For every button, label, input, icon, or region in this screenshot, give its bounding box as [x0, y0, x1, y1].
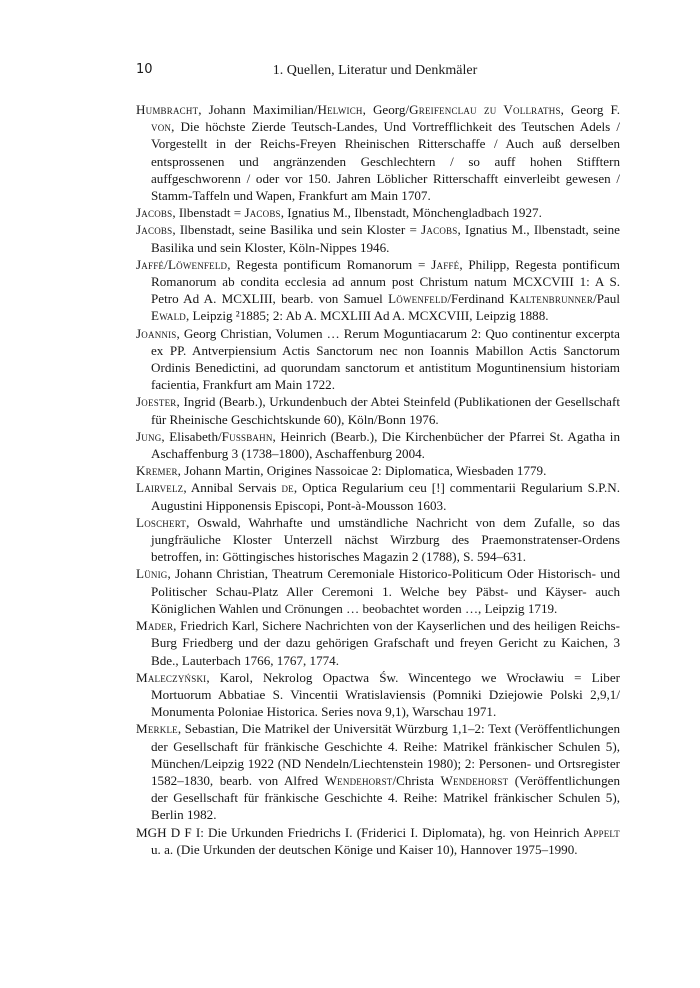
- entry-text: /Paul: [593, 291, 620, 307]
- bibliography-list: [136, 101, 620, 858]
- author-name: Löwenfeld: [388, 291, 448, 307]
- entry-text: , Heinrich (Bearb.), Die Kirchenbücher der Pfarrei St. Agatha in Aschaffenburg 3 (1738–1800), Aschaffenburg 2004.: [151, 428, 620, 462]
- entry-text: , Elisabeth/: [161, 428, 222, 444]
- bibliography-entry: [136, 824, 620, 858]
- author-name: Ewald: [151, 308, 186, 324]
- bibliography-entry: [136, 325, 620, 394]
- author-name: Jacobs: [136, 222, 173, 238]
- author-name: Lairvelz: [136, 480, 184, 496]
- bibliography-entry: [136, 256, 620, 325]
- entry-text: , Karol, Nekrolog Opactwa Św. Wincentego we Wrocławiu = Liber Mortuorum Abbatiae S. Vincentii Wratislaviensis (Pomniki Dziejowie Polski 2,9,1/ Monumenta Poloniae Historica. Series nova 9,1), Warschau 1971.: [151, 669, 620, 720]
- entry-text: , Ilbenstadt =: [172, 205, 245, 221]
- bibliography-entry: [136, 669, 620, 721]
- bibliography-entry: [136, 428, 620, 462]
- entry-text: , Oswald, Wahrhafte und umständliche Nachricht von dem Zufalle, so das jungfräuliche Kloster Unterzell nächst Wirzburg des Praemonstratenser-Ordens betroffen, in: Göttingisches historisches Magazin 2 (1788), S. 594–631.: [151, 514, 620, 565]
- entry-text: , Johann Martin, Origines Nassoicae 2: Diplomatica, Wiesbaden 1779.: [177, 463, 547, 479]
- author-name: Joester: [136, 394, 177, 410]
- author-name: Jung: [136, 428, 162, 444]
- entry-text: , Philipp, Regesta pontificum Romanorum ab condita ecclesia ad annum post Christum natum MCXCVIII 1: A S. Petro Ad A. MCXLIII, bearb. von Samuel: [151, 256, 620, 307]
- author-name: Appelt: [583, 824, 620, 840]
- author-name: Merkle: [136, 721, 178, 737]
- entry-text: , Georg Christian, Volumen … Rerum Moguntiacarum 2: Quo continentur excerpta ex PP. Antverpiensium Actis Sanctorum nec non Ioannis Mabillon Actis Sanctorum Ordinis Benedictini, ad quorundam sanctorum et antistitum Moguntinensium historiam facientia, Frankfurt am Main 1722.: [151, 325, 620, 393]
- author-name: Jacobs: [244, 205, 281, 221]
- author-name: Greifenclau zu Vollraths: [409, 102, 561, 117]
- bibliography-entry: [136, 565, 620, 617]
- running-head: 1. Quellen, Literatur und Denkmäler: [272, 63, 478, 78]
- entry-text: /Christa: [392, 772, 441, 788]
- author-name: Jaffé: [431, 256, 460, 272]
- bibliography-entry: [136, 221, 620, 255]
- author-name: Joannis: [136, 325, 177, 341]
- entry-text: , Friedrich Karl, Sichere Nachrichten von der Kayserlichen und des heiligen Reichs-Burg Friedberg und der dazu gehörigen Grafschaft und freyen Gericht zu Kaichen, 3 Bde., Lauterbach 1766, 1767, 1774.: [151, 618, 620, 668]
- bibliography-entry: [136, 617, 620, 669]
- entry-text: , Annibal Servais: [183, 480, 282, 496]
- bibliography-entry: [136, 462, 620, 479]
- author-name: Jacobs: [136, 205, 173, 221]
- entry-text: , Ilbenstadt, seine Basilika und sein Kloster =: [172, 222, 422, 238]
- author-name: Loschert: [136, 514, 187, 530]
- author-name: Kaltenbrunner: [509, 291, 594, 307]
- entry-text: , Johann Christian, Theatrum Ceremoniale Historico-Politicum Oder Historisch- und Politischer Schau-Platz Aller Ceremoni 1. Welche bey Päbst- und Käyser- auch Königlichen Wahlen und Crönungen … beobachtet worden …, Leipzig 1719.: [151, 566, 620, 616]
- entry-text: , Optica Regularium ceu [!] commentarii Regularium S.P.N. Augustini Hipponensis Episcopi, Pont-à-Mousson 1603.: [151, 480, 620, 513]
- author-name: Jacobs: [421, 222, 458, 238]
- entry-text: , Georg/: [362, 102, 410, 117]
- author-name: Humbracht: [136, 102, 199, 117]
- author-name: Lünig: [136, 566, 168, 582]
- entry-text: , Johann Maximilian/: [198, 102, 318, 117]
- entry-text: , Ingrid (Bearb.), Urkundenbuch der Abtei Steinfeld (Publikationen der Gesellschaft für Rheinische Geschichtskunde 60), Köln/Bonn 1976.: [151, 394, 620, 427]
- bibliography-entry: [136, 479, 620, 513]
- bibliography-entry: [136, 204, 620, 221]
- entry-text: (Veröffentlichungen der Gesellschaft für fränkische Geschichte 4. Reihe: Matrikel fränkischer Schulen 5), Berlin 1982.: [151, 772, 620, 823]
- entry-text: , Leipzig ²1885; 2: Ab A. MCXLIII Ad A. MCXCVIII, Leipzig 1888.: [186, 308, 549, 324]
- author-name: Wendehorst: [440, 772, 509, 788]
- author-name: Mader: [136, 618, 174, 634]
- entry-text: , Die höchste Zierde Teutsch-Landes, Und Vortrefflichkeit des Teutschen Adels / Vorgestellt in der Reichs-Freyen Rheinischen Ritterschaffe / Auch auß derselben entsprossenen und angränzenden Geschlechtern / so auff hohen Stifftern auffgeschworenn / oder vor 150. Jahren Löblicher Ritterschafft einverleibt gewesen / Stamm-Taffeln und Wapen, Frankfurt am Main 1707.: [151, 119, 620, 204]
- entry-text: u. a. (Die Urkunden der deutschen Könige und Kaiser 10), Hannover 1975–1990.: [151, 841, 578, 857]
- entry-text: , Georg F.: [560, 102, 621, 117]
- author-name: de: [281, 480, 294, 496]
- entry-text: , Ignatius M., Ilbenstadt, Mönchengladbach 1927.: [280, 205, 542, 221]
- entry-text: , Regesta pontificum Romanorum =: [227, 256, 432, 272]
- author-name: Wendehorst: [324, 772, 393, 788]
- page-number: 10: [136, 62, 153, 77]
- bibliography-entry: [136, 720, 620, 823]
- entry-text: , Ignatius M., Ilbenstadt, seine Basilika und sein Kloster, Köln-Nippes 1946.: [151, 222, 620, 255]
- bibliography-entry: [136, 393, 620, 427]
- author-name: Fussbahn: [221, 428, 273, 444]
- author-name: von: [151, 119, 172, 135]
- author-name: Kremer: [136, 463, 178, 479]
- bibliography-entry: [136, 101, 620, 204]
- entry-text: , Sebastian, Die Matrikel der Universität Würzburg 1,1–2: Text (Veröffentlichungen der Gesellschaft für fränkische Geschichte 4. Reihe: Matrikel fränkischer Schulen 5), München/Leipzig 1922 (ND Nendeln/Liechtenstein 1980); 2: Personen- und Ortsregister 1582–1830, bearb. von Alfred: [151, 721, 620, 788]
- author-name: Helwich: [317, 102, 363, 117]
- entry-text: /Ferdinand: [447, 291, 510, 307]
- bibliography-entry: [136, 514, 620, 566]
- entry-text: MGH D F I: Die Urkunden Friedrichs I. (Friderici I. Diplomata), hg. von Heinrich: [136, 824, 584, 840]
- author-name: Maleczyński: [136, 669, 207, 685]
- author-name: Jaffé/Löwenfeld: [136, 256, 228, 272]
